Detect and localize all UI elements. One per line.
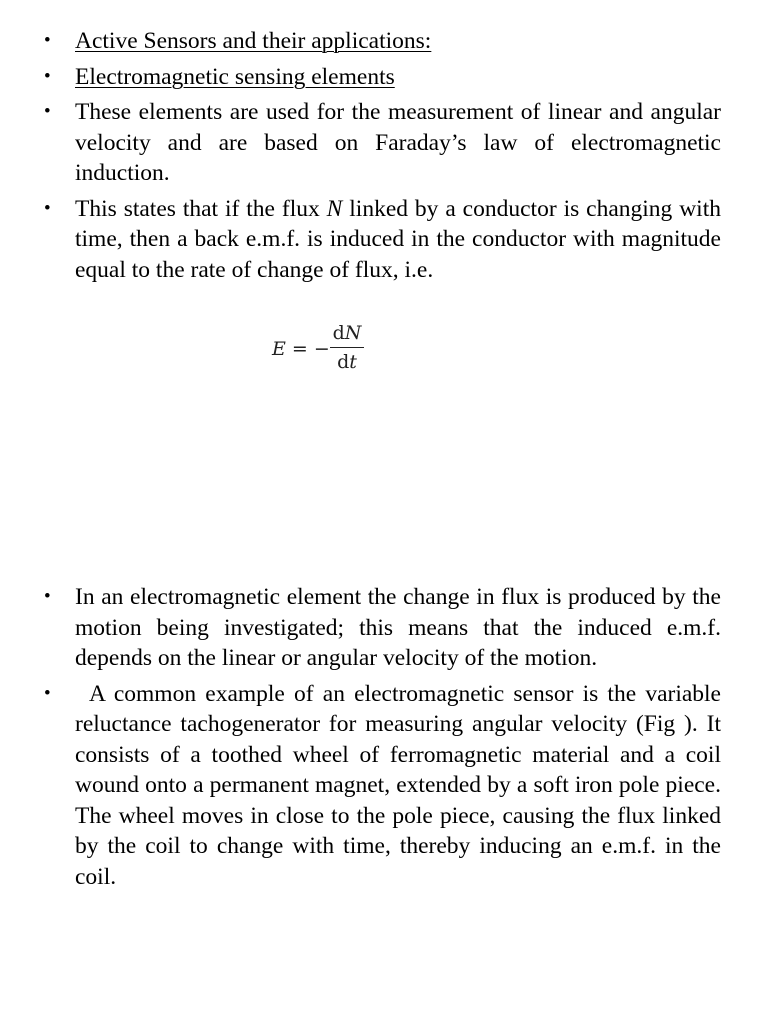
bullet-list-bottom — [0, 582, 768, 897]
equation-denominator — [330, 351, 364, 373]
equation-numerator-d: d — [332, 322, 345, 344]
subsection-heading: Electromagnetic sensing elements — [75, 63, 395, 90]
bullet-icon: • — [44, 682, 51, 704]
equation-equals: = − — [285, 338, 330, 360]
bullet-icon: • — [44, 65, 51, 87]
equation-emf-symbol: E — [272, 338, 286, 360]
flux-symbol: N — [326, 195, 343, 222]
paragraph-text: These elements are used for the measurement of linear and angular velocity and are based on Faraday’s law of electromagnetic induction. — [75, 99, 721, 186]
flux-text-after: linked by a conductor is changing with time, then a back e.m.f. is induced in the conductor with magnitude equal to the rate of change of flux, i.e. — [75, 195, 721, 283]
bullet-icon: • — [44, 586, 51, 607]
list-item — [0, 194, 768, 286]
equation-lhs — [272, 338, 330, 360]
bullet-list-top — [0, 26, 768, 290]
equation-denominator-d: d — [337, 351, 350, 373]
list-item — [0, 582, 768, 674]
bullet-icon: • — [44, 30, 51, 51]
equation-numerator-var: N — [344, 322, 362, 344]
list-item — [0, 62, 768, 93]
paragraph-text: A common example of an electromagnetic sensor is the variable reluctance tachogenerator for measuring angular velocity (Fig ). It consists of a toothed wheel of ferromagnetic material and a coil wound onto a permanent magnet, extended by a soft iron pole piece. The wheel moves in close to the pole piece, causing the flux linked by the coil to change with time, thereby inducing an e.m.f. in the coil. — [75, 680, 721, 890]
bullet-icon: • — [44, 101, 51, 122]
equation-fraction — [330, 322, 364, 373]
fraction-bar — [330, 347, 364, 348]
equation-numerator — [330, 322, 364, 344]
list-item — [0, 26, 768, 57]
equation-denominator-var: t — [349, 351, 357, 373]
list-item — [0, 679, 768, 893]
section-heading: Active Sensors and their applications: — [75, 28, 432, 54]
flux-text-before: This states that if the flux — [75, 195, 327, 222]
bullet-icon: • — [44, 197, 51, 219]
list-item — [0, 97, 768, 189]
paragraph-text: In an electromagnetic element the change in flux is produced by the motion being investigated; this means that the induced e.m.f. depends on the linear or angular velocity of the motion. — [75, 584, 721, 671]
